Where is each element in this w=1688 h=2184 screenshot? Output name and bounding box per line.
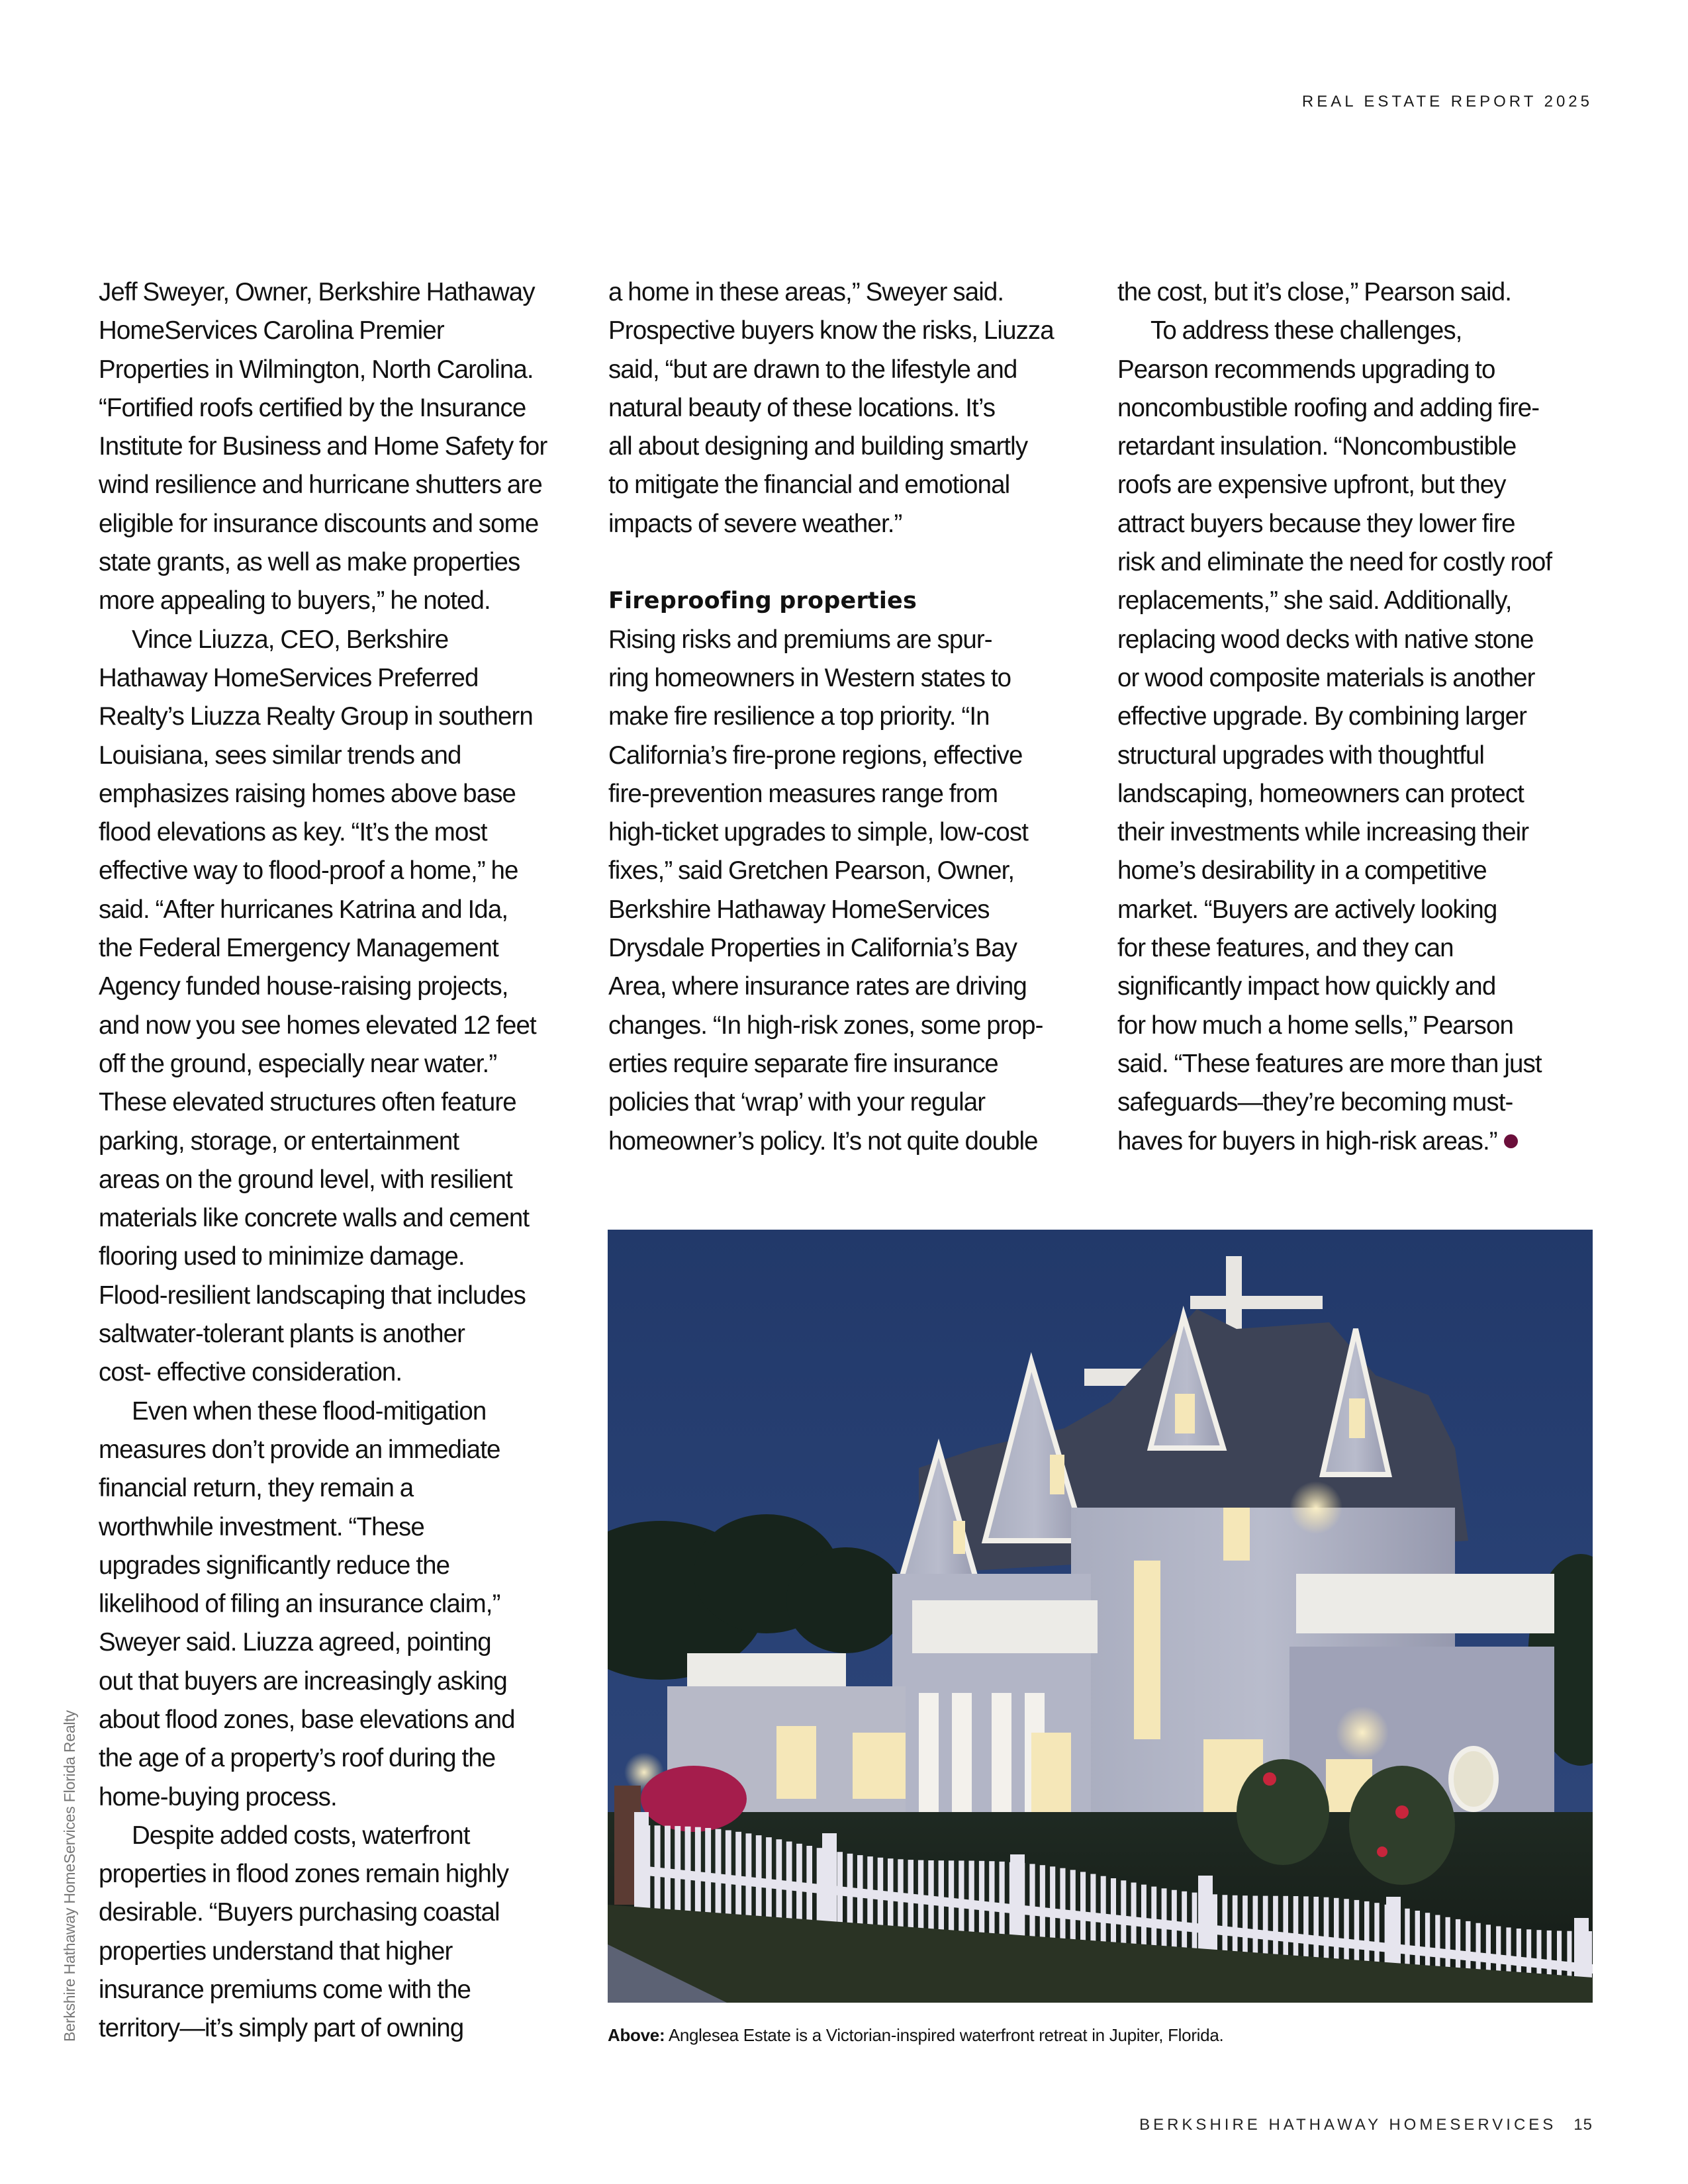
article-column-2 bbox=[608, 273, 1085, 1161]
caption-lead: Above: bbox=[608, 2025, 665, 2045]
text-line: Louisiana, sees similar trends and bbox=[99, 741, 461, 770]
text-line: roofs are expensive upfront, but they bbox=[1117, 471, 1506, 500]
porch-light-glow bbox=[1289, 1481, 1342, 1534]
article-column-3 bbox=[1117, 273, 1601, 1161]
text-line: retardant insulation. “Noncombustible bbox=[1117, 432, 1517, 461]
column-2-intro bbox=[608, 273, 1085, 543]
text-line: Properties in Wilmington, North Carolina. bbox=[99, 355, 534, 384]
text-line: impacts of severe weather.” bbox=[608, 509, 902, 538]
text-line: high-ticket upgrades to simple, low-cost bbox=[608, 818, 1029, 847]
text-line: Vince Liuzza, CEO, Berkshire bbox=[132, 625, 449, 654]
text-line: These elevated structures often feature bbox=[99, 1088, 516, 1117]
text-line: home-buying process. bbox=[99, 1782, 337, 1811]
text-line: their investments while increasing their bbox=[1117, 818, 1529, 847]
column-2-section-body bbox=[608, 621, 1085, 1161]
footer-brand: BERKSHIRE HATHAWAY HOMESERVICES bbox=[1139, 2116, 1557, 2134]
house-photo bbox=[608, 1230, 1593, 2003]
caption-text: Anglesea Estate is a Victorian-inspired waterfront retreat in Jupiter, Florida. bbox=[665, 2025, 1224, 2045]
text-line: homeowner’s policy. It’s not quite double bbox=[608, 1126, 1038, 1156]
page-number: 15 bbox=[1573, 2116, 1593, 2134]
end-of-article-mark bbox=[1504, 1134, 1518, 1148]
text-line: structural upgrades with thoughtful bbox=[1117, 741, 1485, 770]
text-line: emphasizes raising homes above base bbox=[99, 779, 516, 808]
text-line: eligible for insurance discounts and some bbox=[99, 509, 539, 538]
text-line: effective upgrade. By combining larger bbox=[1117, 702, 1527, 731]
photo-caption bbox=[608, 2025, 1593, 2046]
text-line: noncombustible roofing and adding fire- bbox=[1117, 393, 1540, 422]
text-line: HomeServices Carolina Premier bbox=[99, 316, 444, 345]
text-line: Realty’s Liuzza Realty Group in southern bbox=[99, 702, 533, 731]
text-line: policies that ‘wrap’ with your regular bbox=[608, 1088, 986, 1117]
text-line: home’s desirability in a competitive bbox=[1117, 856, 1487, 886]
text-line: Even when these flood-mitigation bbox=[132, 1396, 487, 1426]
oval-window bbox=[1451, 1749, 1496, 1809]
text-line: or wood composite materials is another bbox=[1117, 663, 1535, 692]
text-line: properties in flood zones remain highly bbox=[99, 1860, 509, 1889]
text-line: out that buyers are increasingly asking bbox=[99, 1666, 507, 1696]
text-line: territory—it’s simply part of owning bbox=[99, 2014, 464, 2043]
text-line: flood elevations as key. “It’s the most bbox=[99, 818, 487, 847]
text-line: replacements,” she said. Additionally, bbox=[1117, 586, 1512, 615]
text-line: for these features, and they can bbox=[1117, 934, 1454, 963]
text-line: Institute for Business and Home Safety for bbox=[99, 432, 547, 461]
text-line: a home in these areas,” Sweyer said. bbox=[608, 278, 1004, 306]
text-line: said. “After hurricanes Katrina and Ida, bbox=[99, 895, 508, 924]
text-line: parking, storage, or entertainment bbox=[99, 1126, 459, 1156]
text-line: Sweyer said. Liuzza agreed, pointing bbox=[99, 1628, 491, 1657]
text-line: fixes,” said Gretchen Pearson, Owner, bbox=[608, 856, 1015, 886]
text-line: risk and eliminate the need for costly roof bbox=[1117, 548, 1552, 577]
section-subheading: Fireproofing properties bbox=[608, 588, 917, 615]
text-line: state grants, as well as make properties bbox=[99, 548, 520, 577]
text-line: desirable. “Buyers purchasing coastal bbox=[99, 1898, 500, 1927]
text-line: about flood zones, base elevations and bbox=[99, 1705, 515, 1734]
text-line: effective way to flood-proof a home,” he bbox=[99, 856, 518, 886]
text-line: worthwhile investment. “These bbox=[99, 1512, 424, 1541]
text-line: Flood-resilient landscaping that includes bbox=[99, 1281, 526, 1310]
text-line: Drysdale Properties in California’s Bay bbox=[608, 934, 1017, 963]
text-line: flooring used to minimize damage. bbox=[99, 1242, 465, 1271]
text-line: haves for buyers in high-risk areas.” bbox=[1117, 1122, 1601, 1161]
text-line: Hathaway HomeServices Preferred bbox=[99, 663, 479, 692]
text-line: Area, where insurance rates are driving bbox=[608, 972, 1027, 1001]
text-line: changes. “In high-risk zones, some prop- bbox=[608, 1011, 1043, 1040]
house-photo-illustration bbox=[608, 1230, 1593, 2003]
text-line: measures don’t provide an immediate bbox=[99, 1435, 500, 1464]
text-line: all about designing and building smartly bbox=[608, 432, 1028, 461]
text-line: said. “These features are more than just bbox=[1117, 1049, 1542, 1078]
text-line: Agency funded house-raising projects, bbox=[99, 972, 508, 1001]
text-line: replacing wood decks with native stone bbox=[1117, 625, 1534, 654]
text-line: Pearson recommends upgrading to bbox=[1117, 355, 1495, 384]
text-line: market. “Buyers are actively looking bbox=[1117, 895, 1497, 924]
text-line: To address these challenges, bbox=[1150, 316, 1462, 345]
text-line: Prospective buyers know the risks, Liuzza bbox=[608, 316, 1054, 345]
text-line: saltwater-tolerant plants is another bbox=[99, 1320, 465, 1349]
text-line: ring homeowners in Western states to bbox=[608, 663, 1011, 692]
text-line: properties understand that higher bbox=[99, 1936, 453, 1966]
text-line: Despite added costs, waterfront bbox=[132, 1821, 470, 1850]
text-line: “Fortified roofs certified by the Insurance bbox=[99, 393, 526, 422]
text-line: erties require separate fire insurance bbox=[608, 1049, 998, 1078]
text-line: insurance premiums come with the bbox=[99, 1976, 471, 2005]
text-line: significantly impact how quickly and bbox=[1117, 972, 1496, 1001]
text-line: attract buyers because they lower fire bbox=[1117, 509, 1515, 538]
photo-credit: Berkshire Hathaway HomeServices Florida Realty bbox=[61, 1710, 78, 2042]
article-column-1 bbox=[99, 273, 582, 2048]
page-footer bbox=[1139, 2116, 1593, 2134]
text-line: California’s fire-prone regions, effective bbox=[608, 741, 1023, 770]
text-line: off the ground, especially near water.” bbox=[99, 1049, 497, 1078]
text-line: landscaping, homeowners can protect bbox=[1117, 779, 1524, 808]
text-line: the Federal Emergency Management bbox=[99, 934, 498, 963]
text-line: Berkshire Hathaway HomeServices bbox=[608, 895, 990, 924]
text-line: more appealing to buyers,” he noted. bbox=[99, 586, 491, 615]
running-head: REAL ESTATE REPORT 2025 bbox=[1301, 93, 1593, 111]
text-line: areas on the ground level, with resilient bbox=[99, 1165, 512, 1194]
text-line: said, “but are drawn to the lifestyle and bbox=[608, 355, 1017, 384]
text-line: cost- effective consideration. bbox=[99, 1358, 402, 1387]
text-line: fire-prevention measures range from bbox=[608, 779, 998, 808]
text-line: likelihood of filing an insurance claim,” bbox=[99, 1590, 500, 1619]
text-line: the age of a property’s roof during the bbox=[99, 1744, 496, 1773]
text-line: financial return, they remain a bbox=[99, 1474, 414, 1503]
text-line: materials like concrete walls and cement bbox=[99, 1204, 530, 1233]
text-line: for how much a home sells,” Pearson bbox=[1117, 1011, 1514, 1040]
text-line: Jeff Sweyer, Owner, Berkshire Hathaway bbox=[99, 278, 535, 306]
text-line: to mitigate the financial and emotional bbox=[608, 471, 1010, 500]
porch-light-glow bbox=[1336, 1706, 1389, 1759]
text-line: the cost, but it’s close,” Pearson said. bbox=[1117, 278, 1511, 306]
text-line: wind resilience and hurricane shutters are bbox=[99, 471, 542, 500]
text-line: safeguards—they’re becoming must- bbox=[1117, 1088, 1513, 1117]
text-line: Rising risks and premiums are spur- bbox=[608, 625, 992, 654]
text-line: upgrades significantly reduce the bbox=[99, 1551, 450, 1580]
text-line: natural beauty of these locations. It’s bbox=[608, 393, 996, 422]
section-gap bbox=[608, 543, 1085, 582]
text-line: and now you see homes elevated 12 feet bbox=[99, 1011, 536, 1040]
text-line: make fire resilience a top priority. “In bbox=[608, 702, 990, 731]
